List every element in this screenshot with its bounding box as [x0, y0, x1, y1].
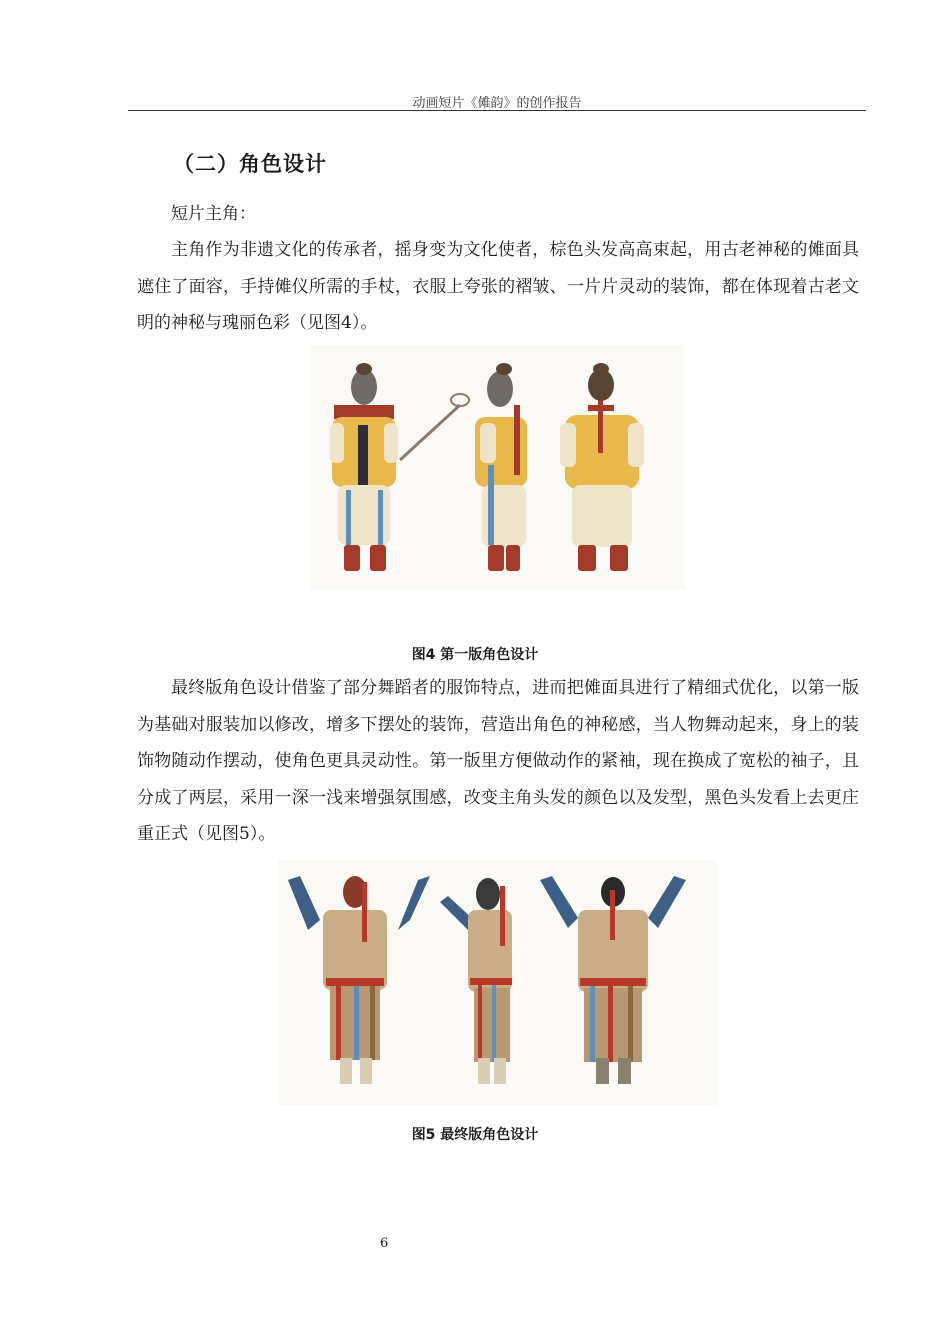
- paragraph-first-design: 主角作为非遗文化的传承者，摇身变为文化使者，棕色头发高高束起，用古老神秘的傩面具遮住了面容，手持傩仪所需的手杖，衣服上夸张的褶皱、一片片灵动的装饰，都在体现着古老文明的神秘与瑰丽色彩（见图4）。: [137, 240, 859, 333]
- figure-4-illustration: [310, 345, 685, 590]
- figure-5-illustration: [278, 860, 718, 1105]
- figure-5-caption: 图5 最终版角色设计: [411, 1127, 539, 1143]
- final-character-back-view: [540, 876, 686, 1084]
- paragraph-final-design: 最终版角色设计借鉴了部分舞蹈者的服饰特点，进而把傩面具进行了精细式优化，以第一版为基础对服装加以修改，增多下摆处的装饰，营造出角色的神秘感，当人物舞动起来，身上的装饰物随动作摆动，使角色更具灵动性。第一版里方便做动作的紧袖，现在换成了宽松的袖子，且分成了两层，采用一深一浅来增强氛围感，改变主角头发的颜色以及发型，黑色头发看上去更庄重正式（见图5）。: [137, 678, 859, 844]
- character-back-view: [560, 363, 644, 571]
- character-front-view: [330, 363, 469, 571]
- running-header: 动画短片《傩韵》的创作报告: [412, 96, 582, 111]
- paragraph-protagonist-label: 短片主角：: [171, 204, 256, 224]
- final-character-side-view: [440, 878, 512, 1084]
- figure-4-image: [310, 345, 685, 590]
- page-number: 6: [380, 1236, 389, 1251]
- section-title: （二）角色设计: [173, 152, 327, 176]
- figure-5-image: [278, 860, 718, 1105]
- header-rule: [128, 110, 866, 111]
- figure-4-caption: 图4 第一版角色设计: [411, 647, 539, 663]
- final-character-front-view: [288, 876, 430, 1084]
- character-side-view: [475, 363, 527, 571]
